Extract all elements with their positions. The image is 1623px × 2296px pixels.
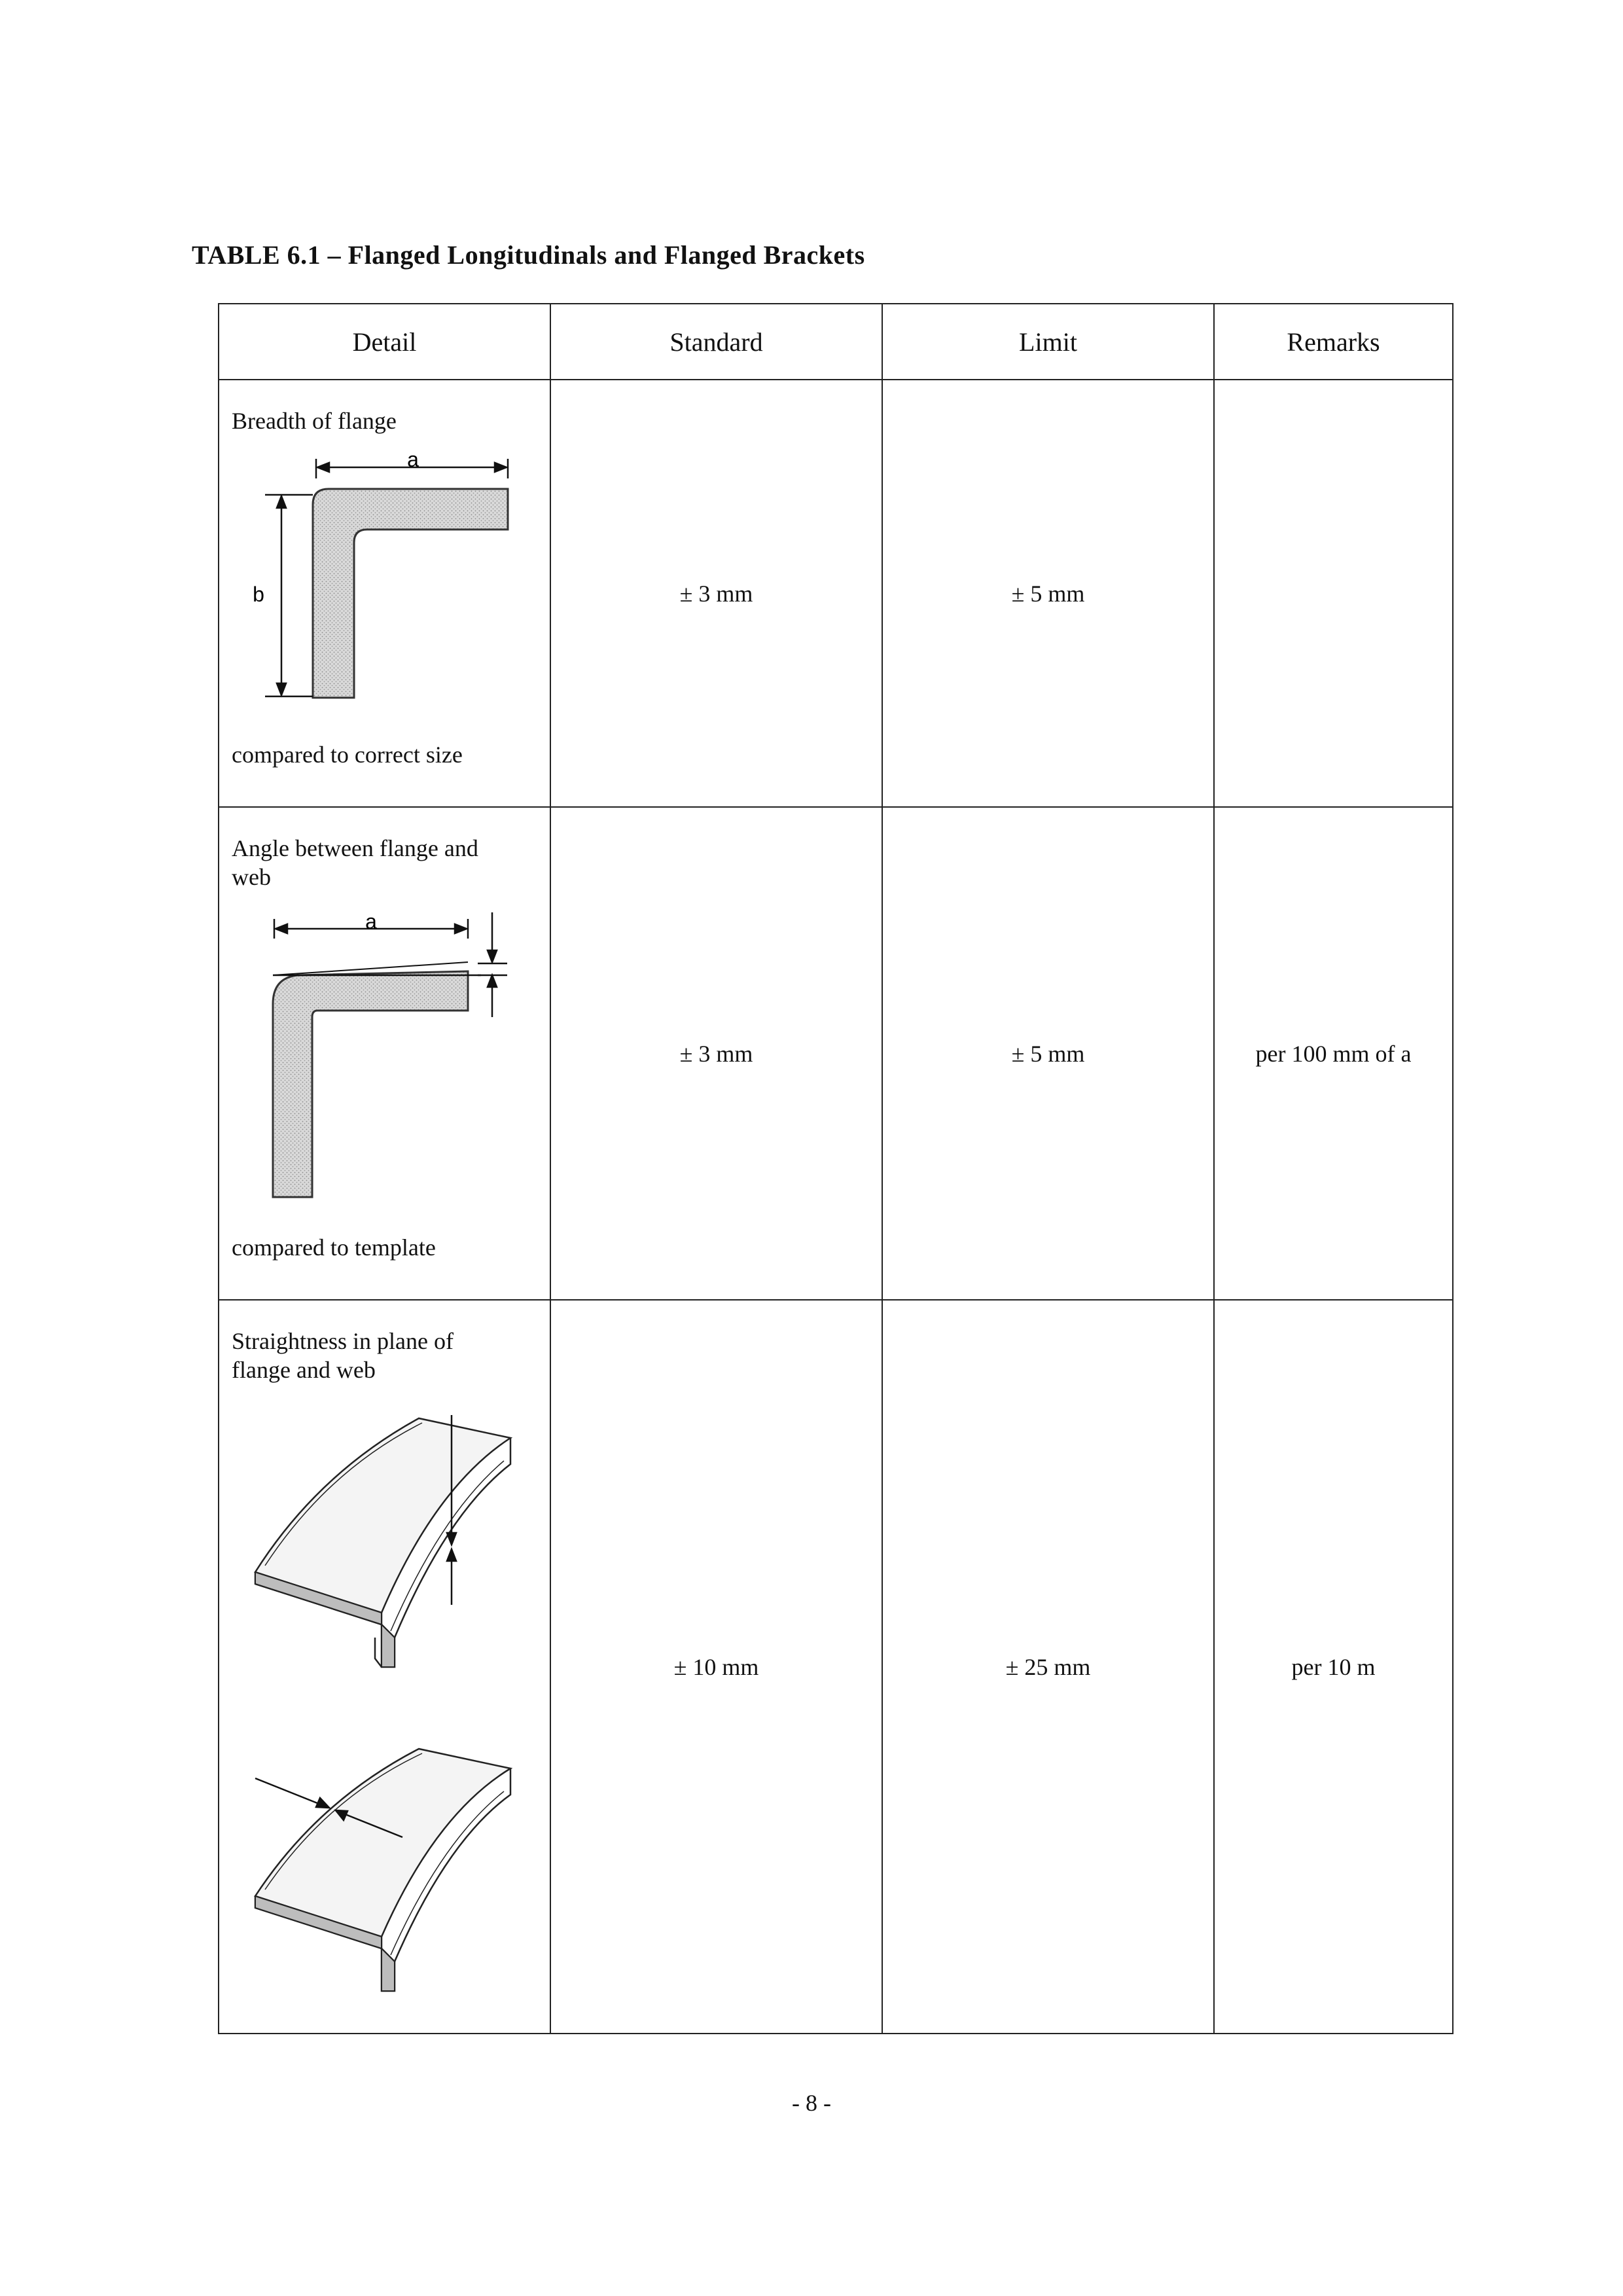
detail-note: compared to template — [232, 1234, 436, 1261]
standard-cell: ± 10 mm — [550, 1300, 882, 2034]
tolerance-table — [218, 303, 1454, 2034]
table-row — [219, 380, 1453, 807]
page-number: - 8 - — [792, 2090, 831, 2116]
detail-note: compared to correct size — [232, 742, 463, 768]
angle-section-shape — [273, 971, 468, 1197]
straightness-flange-figure — [219, 1746, 551, 2020]
flange-angle-figure — [219, 912, 551, 1220]
remarks-cell: per 10 m — [1214, 1300, 1453, 2034]
table-row — [219, 807, 1453, 1300]
limit-cell: ± 25 mm — [882, 1300, 1214, 2034]
detail-title-line1: Angle between flange and — [232, 835, 478, 861]
header-limit: Limit — [882, 304, 1214, 380]
straightness-web-figure — [219, 1415, 551, 1696]
limit-cell: ± 5 mm — [882, 807, 1214, 1300]
standard-cell: ± 3 mm — [550, 807, 882, 1300]
detail-title: Breadth of flange — [232, 408, 397, 434]
header-row — [219, 304, 1453, 380]
standard-cell: ± 3 mm — [550, 380, 882, 807]
detail-cell — [219, 380, 550, 807]
detail-cell — [219, 807, 550, 1300]
table-title: TABLE 6.1 – Flanged Longitudinals and Flanged Brackets — [192, 240, 865, 270]
header-remarks: Remarks — [1214, 304, 1453, 380]
detail-title-line2: web — [232, 864, 271, 890]
header-standard: Standard — [550, 304, 882, 380]
angle-section-shape — [313, 489, 508, 698]
dimension-label-b: b — [253, 583, 264, 606]
header-detail: Detail — [219, 304, 550, 380]
remarks-cell — [1214, 380, 1453, 807]
detail-title-line2: flange and web — [232, 1357, 376, 1383]
table-row — [219, 1300, 1453, 2034]
limit-cell: ± 5 mm — [882, 380, 1214, 807]
remarks-cell: per 100 mm of a — [1214, 807, 1453, 1300]
dimension-label-a: a — [407, 452, 419, 471]
flange-breadth-figure — [219, 452, 551, 714]
detail-title-line1: Straightness in plane of — [232, 1328, 454, 1354]
dimension-label-a: a — [365, 912, 377, 934]
detail-cell — [219, 1300, 550, 2034]
